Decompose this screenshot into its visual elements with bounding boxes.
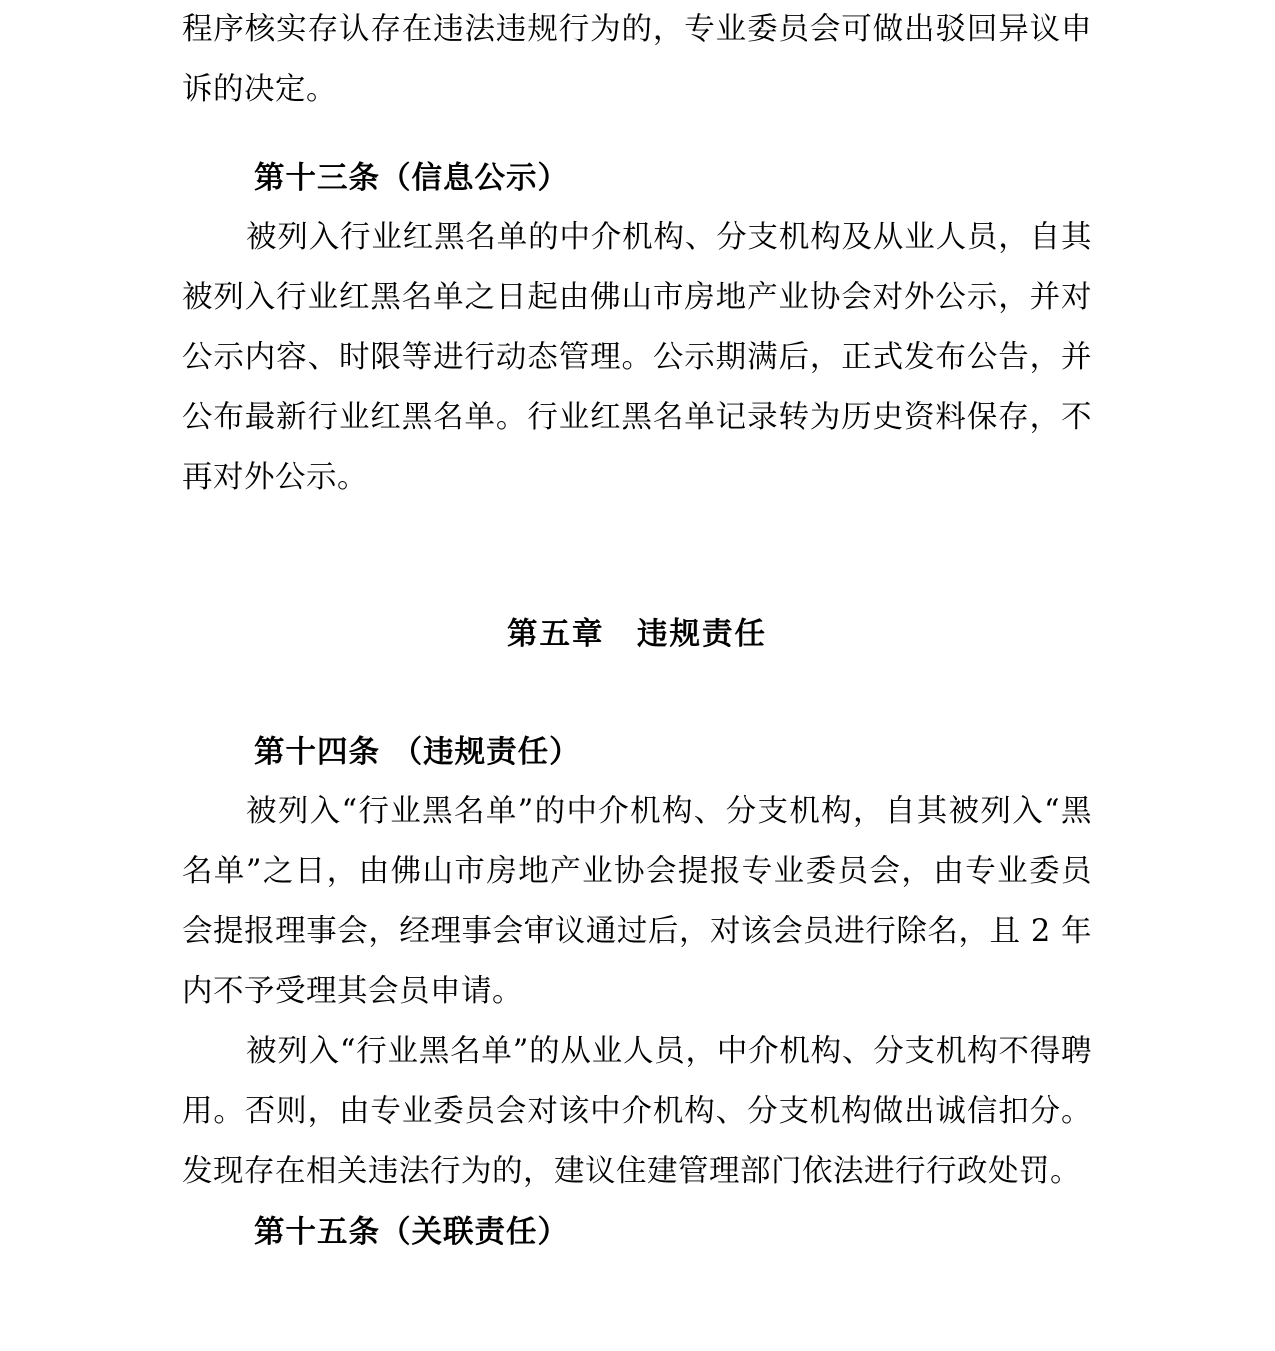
article-15-heading: 第十五条（关联责任） [254,1214,569,1250]
article-14-body-first: 被列入“行业黑名单”的中介机构、分支机构，自其被列入“黑名单”之日，由佛山市房地产业协会提报专业委员会，由专业委员会提报理事会，经理事会审议通过后，对该会员进行除名，且 2 年内不予受理其会员申请。 [182,794,1092,1009]
chapter-5-title: 第五章 违规责任 [507,616,767,652]
article-13-body: 被列入行业红黑名单的中介机构、分支机构及从业人员，自其被列入行业红黑名单之日起由佛山市房地产业协会对外公示，并对公示内容、时限等进行动态管理。公示期满后，正式发布公告，并公布最新行业红黑名单。行业红黑名单记录转为历史资料保存，不再对外公示。 [182,220,1092,495]
spacer [182,120,1092,148]
spacer [182,508,1092,604]
continued-paragraph: 程序核实存认存在违法违规行为的，专业委员会可做出驳回异议申诉的决定。 [182,12,1092,107]
article-14-heading: 第十四条 （违规责任） [254,734,581,770]
document-body [182,0,1092,1262]
article-14-body-second: 被列入“行业黑名单”的从业人员，中介机构、分支机构不得聘用。否则，由专业委员会对该中介机构、分支机构做出诚信扣分。发现存在相关违法行为的，建议住建管理部门依法进行行政处罚。 [182,1034,1092,1189]
article-13-heading: 第十三条（信息公示） [254,160,569,196]
spacer [182,664,1092,722]
